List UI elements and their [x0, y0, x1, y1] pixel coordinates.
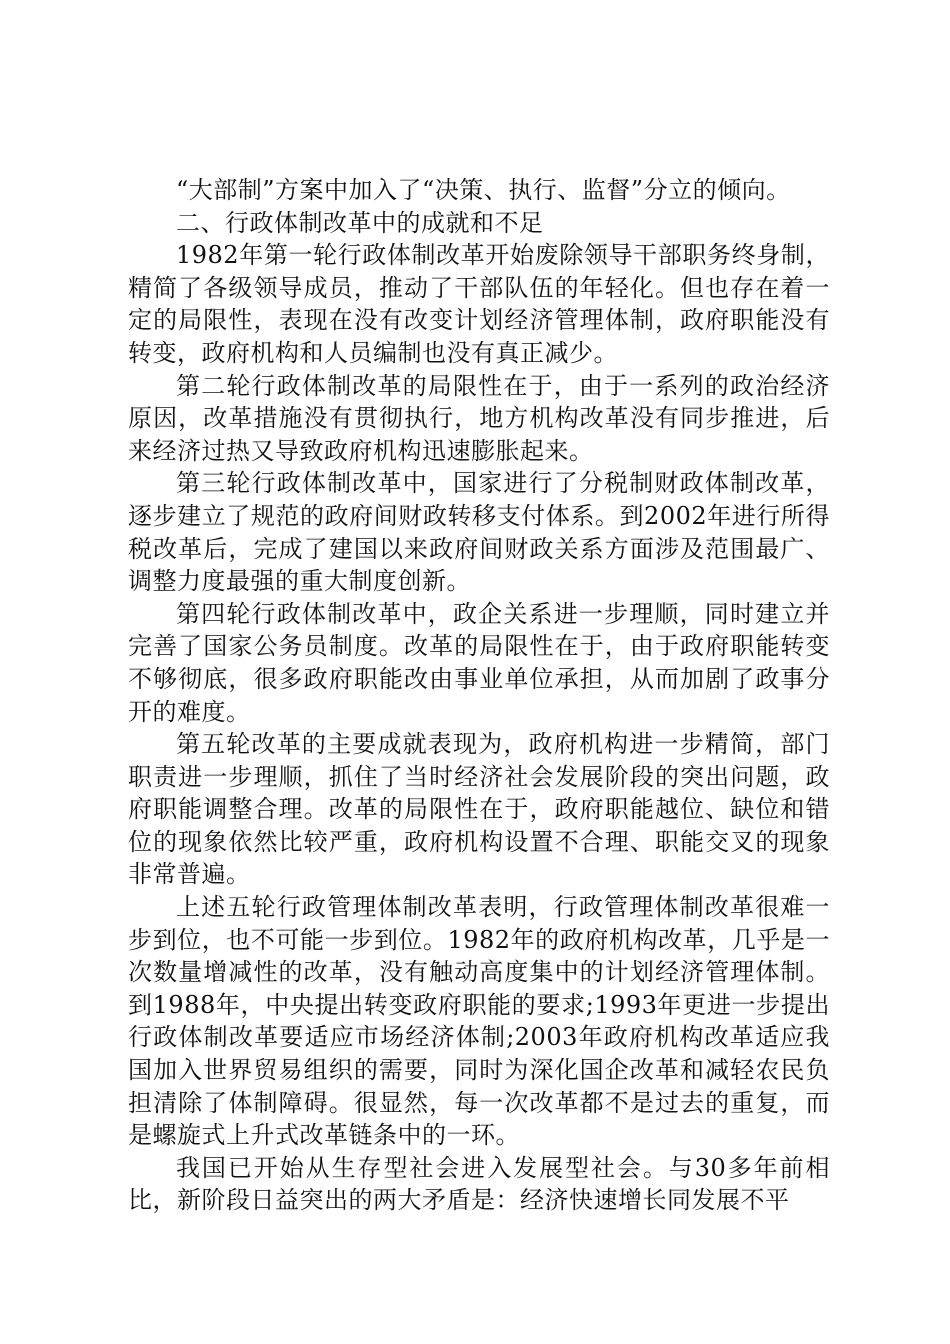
paragraph-development-stage: 我国已开始从生存型社会进入发展型社会。与30多年前相比，新阶段日益突出的两大矛盾是：经济快速增长同发展不平: [128, 1153, 830, 1215]
paragraph-dabuzhi: “大部制”方案中加入了“决策、执行、监督”分立的倾向。: [176, 176, 791, 204]
paragraph-fifth-reform: 第五轮改革的主要成就表现为，政府机构进一步精简，部门职责进一步理顺，抓住了当时经济社会发展阶段的突出问题，政府职能调整合理。改革的局限性在于，政府职能越位、缺位和错位的现象依然比较严重，政府机构设置不合理、职能交叉的现象非常普遍。: [128, 730, 830, 889]
paragraph-summary: 上述五轮行政管理体制改革表明，行政管理体制改革很难一步到位，也不可能一步到位。1982年的政府机构改革，几乎是一次数量增减性的改革，没有触动高度集中的计划经济管理体制。到1988年，中央提出转变政府职能的要求;1993年更进一步提出行政体制改革要适应市场经济体制;2003年政府机构改革适应我国加入世界贸易组织的需要，同时为深化国企改革和减轻农民负担清除了体制障碍。很显然，每一次改革都不是过去的重复，而是螺旋式上升式改革链条中的一环。: [128, 893, 830, 1150]
paragraph-second-reform: 第二轮行政体制改革的局限性在于，由于一系列的政治经济原因，改革措施没有贯彻执行，地方机构改革没有同步推进，后来经济过热又导致政府机构迅速膨胀起来。: [128, 371, 830, 465]
document-body: [128, 174, 830, 1217]
section-heading: 二、行政体制改革中的成就和不足: [176, 208, 544, 237]
paragraph-third-reform: 第三轮行政体制改革中，国家进行了分税制财政体制改革，逐步建立了规范的政府间财政转移支付体系。到2002年进行所得税改革后，完成了建国以来政府间财政关系方面涉及范围最广、调整力度最强的重大制度创新。: [128, 469, 830, 596]
paragraph-fourth-reform: 第四轮行政体制改革中，政企关系进一步理顺，同时建立并完善了国家公务员制度。改革的局限性在于，由于政府职能转变不够彻底，很多政府职能改由事业单位承担，从而加剧了政事分开的难度。: [128, 599, 830, 726]
paragraph-first-reform: 1982年第一轮行政体制改革开始废除领导干部职务终身制，精简了各级领导成员，推动了干部队伍的年轻化。但也存在着一定的局限性，表现在没有改变计划经济管理体制，政府职能没有转变，政府机构和人员编制也没有真正减少。: [128, 241, 830, 367]
